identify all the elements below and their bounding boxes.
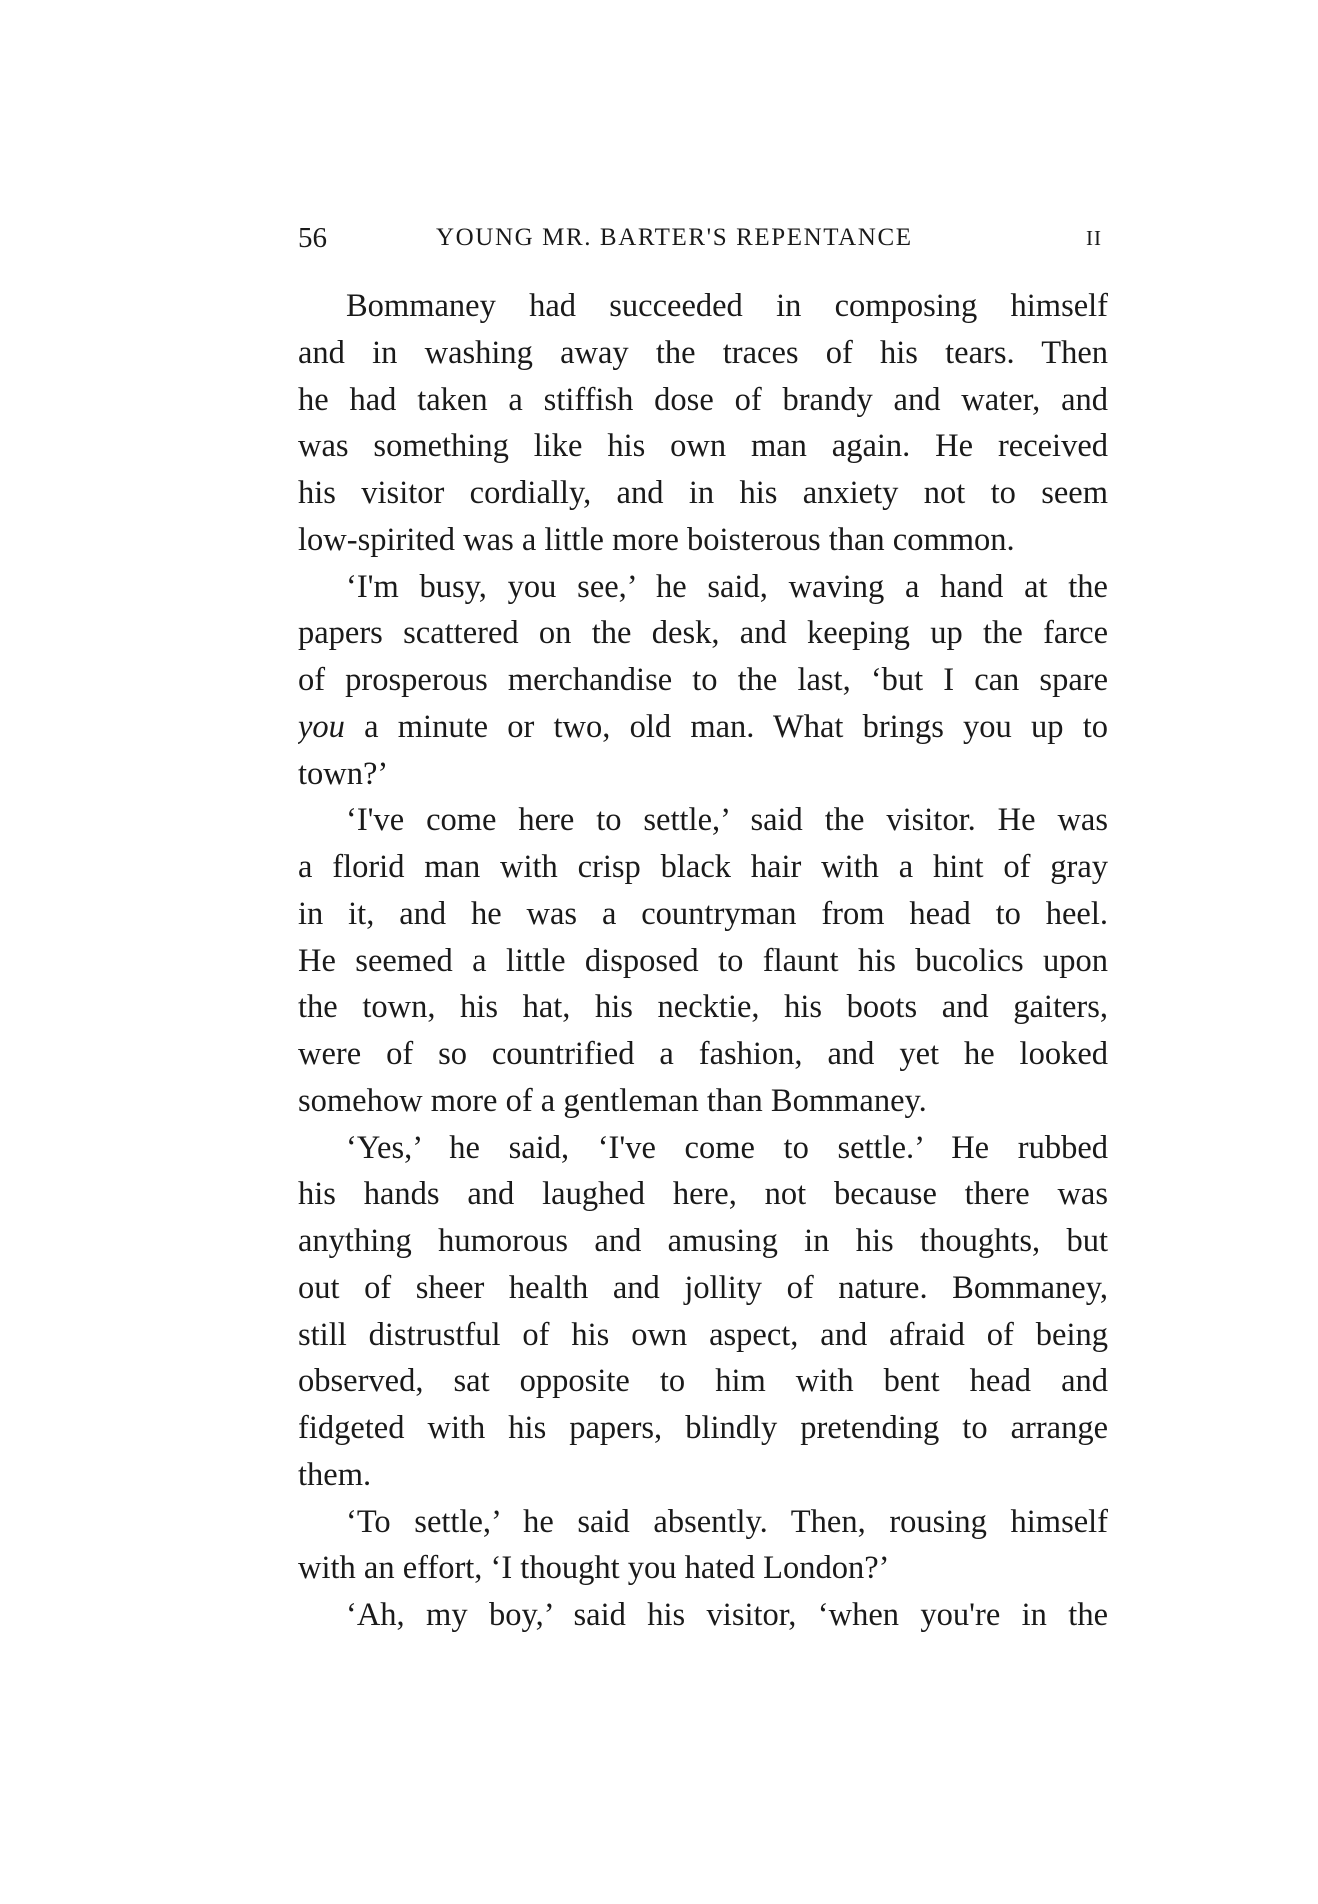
italic-word: you <box>298 708 345 745</box>
text-line: was something like his own man again. He received <box>298 428 1108 465</box>
text-line: ‘Ah, my boy,’ said his visitor, ‘when you're in the <box>346 1597 1108 1633</box>
body-text <box>298 283 1108 1639</box>
text-line: ‘To settle,’ he said absently. Then, rousing himself <box>346 1503 1108 1540</box>
text-line: in it, and he was a countryman from head to heel. <box>298 895 1108 932</box>
chapter-number: II <box>1086 226 1102 250</box>
text-line: his hands and laughed here, not because there was <box>298 1176 1108 1213</box>
text-line: were of so countrified a fashion, and yet he looked <box>298 1036 1108 1072</box>
text-line: a florid man with crisp black hair with a hint of gray <box>298 849 1108 885</box>
text-line: ‘Yes,’ he said, ‘I've come to settle.’ He rubbed <box>346 1129 1108 1166</box>
text-line: anything humorous and amusing in his thoughts, but <box>298 1223 1108 1259</box>
text-line: fidgeted with his papers, blindly pretending to arrange <box>298 1410 1108 1446</box>
text-line: he had taken a stiffish dose of brandy and water, and <box>298 381 1108 418</box>
running-title: YOUNG MR. BARTER'S REPENTANCE <box>436 224 913 251</box>
text-line: Bommaney had succeeded in composing himself <box>346 288 1108 324</box>
text-line: the town, his hat, his necktie, his boots and gaiters, <box>298 989 1108 1026</box>
text-line: observed, sat opposite to him with bent head and <box>298 1363 1108 1400</box>
text-line: and in washing away the traces of his tears. Then <box>298 334 1108 371</box>
text-line: of prosperous merchandise to the last, ‘but I can spare <box>298 662 1108 698</box>
text-line: out of sheer health and jollity of nature. Bommaney, <box>298 1269 1108 1306</box>
text-line: town?’ <box>298 755 389 792</box>
page-number: 56 <box>298 222 327 254</box>
text-line: somehow more of a gentleman than Bommaney. <box>298 1082 927 1119</box>
text-line: ‘I've come here to settle,’ said the visitor. He was <box>346 802 1108 839</box>
text-line: with an effort, ‘I thought you hated London?’ <box>298 1550 890 1587</box>
text-line: papers scattered on the desk, and keeping up the farce <box>298 615 1108 652</box>
text-line: his visitor cordially, and in his anxiety not to seem <box>298 475 1108 511</box>
text-line: ‘I'm busy, you see,’ he said, waving a hand at the <box>346 568 1108 605</box>
text-line: low-spirited was a little more boisterous than common. <box>298 521 1015 558</box>
text-line: a minute or two, old man. What brings you up to <box>364 708 1108 745</box>
text-line: them. <box>298 1456 372 1493</box>
text-line: still distrustful of his own aspect, and afraid of being <box>298 1316 1108 1353</box>
text-line-with-italic <box>298 704 1108 751</box>
running-head <box>298 222 1106 262</box>
text-line: He seemed a little disposed to flaunt his bucolics upon <box>298 942 1108 979</box>
